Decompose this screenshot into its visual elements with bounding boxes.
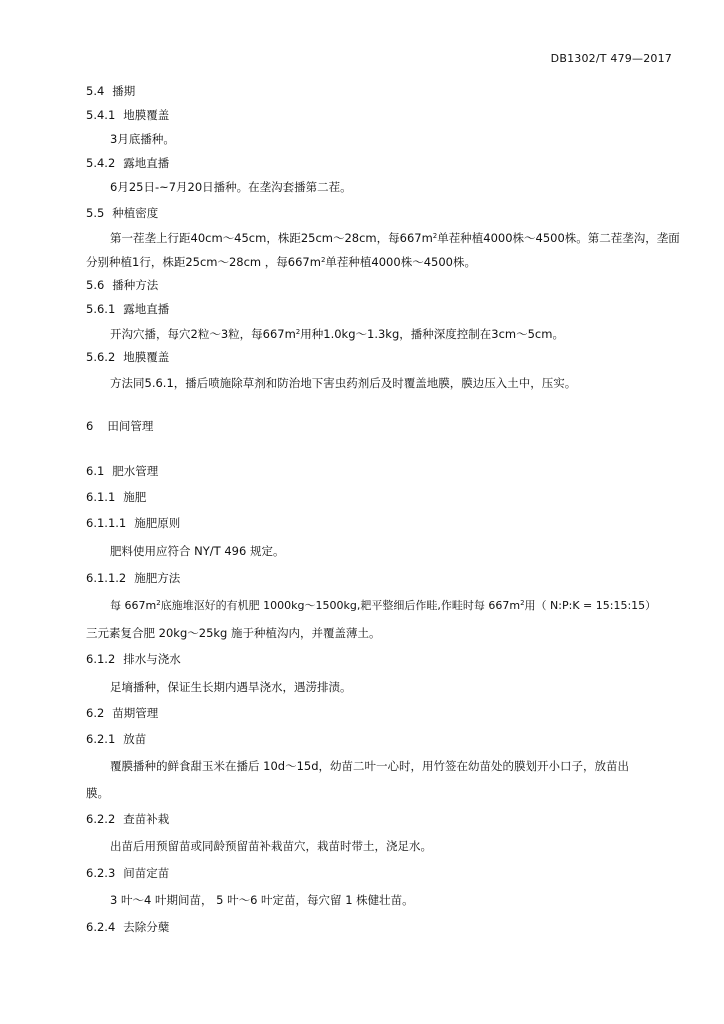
chapter-heading: 6 田间管理 bbox=[86, 419, 154, 433]
paragraph: 3 叶～4 叶期间苗， 5 叶～6 叶定苗，每穴留 1 株健壮苗。 bbox=[110, 893, 414, 907]
section-heading: 6.2 苗期管理 bbox=[86, 706, 159, 720]
paragraph-continuation: 膜。 bbox=[86, 786, 109, 800]
section-heading: 5.6.1 露地直播 bbox=[86, 302, 170, 316]
section-heading: 5.6 播种方法 bbox=[86, 278, 159, 292]
section-heading: 6.2.2 查苗补栽 bbox=[86, 812, 170, 826]
paragraph: 第一茬垄上行距40cm～45cm，株距25cm～28cm，每$667m^2$单茬种植4000株～4500株。第二茬垄沟，垄面 bbox=[110, 231, 680, 245]
section-heading: 6.1.1.2 施肥方法 bbox=[86, 571, 181, 585]
paragraph: 6月25日-~7月20日播种。在垄沟套播第二茬。 bbox=[110, 180, 352, 194]
section-heading: 6.1.2 排水与浇水 bbox=[86, 652, 181, 666]
section-heading: 5.4.1 地膜覆盖 bbox=[86, 108, 170, 122]
paragraph: 出苗后用预留苗或同龄预留苗补栽苗穴，栽苗时带土，浇足水。 bbox=[110, 839, 432, 853]
document-id-header: DB1302/T 479—2017 bbox=[550, 52, 672, 65]
paragraph-continuation: 分别种植1行，株距25cm～28cm ，每$667m^2$单茬种植4000株～4500株。 bbox=[86, 255, 476, 269]
section-heading: 6.1 肥水管理 bbox=[86, 464, 159, 478]
paragraph: 每 $667m^2$底施堆沤好的有机肥 1000kg～1500kg,耙平整细后作畦,作畦时每 $667m^2$用（ N:P:K = 15:15:15） bbox=[110, 599, 657, 612]
section-heading: 5.5 种植密度 bbox=[86, 206, 159, 220]
section-heading: 6.2.1 放苗 bbox=[86, 732, 147, 746]
section-heading: 6.2.4 去除分蘖 bbox=[86, 920, 170, 934]
section-heading: 5.4 播期 bbox=[86, 84, 136, 98]
paragraph: 开沟穴播，每穴2粒～3粒，每$667m^2$用种1.0kg～1.3kg，播种深度控制在3cm～5cm。 bbox=[110, 327, 564, 341]
section-heading: 6.2.3 间苗定苗 bbox=[86, 866, 170, 880]
paragraph: 足墒播种，保证生长期内遇旱浇水，遇涝排渍。 bbox=[110, 680, 352, 694]
section-heading: 5.6.2 地膜覆盖 bbox=[86, 350, 170, 364]
paragraph: 方法同5.6.1，播后喷施除草剂和防治地下害虫药剂后及时覆盖地膜，膜边压入土中，压实。 bbox=[110, 376, 577, 390]
section-heading: 6.1.1.1 施肥原则 bbox=[86, 516, 181, 530]
paragraph: 3月底播种。 bbox=[110, 132, 175, 146]
section-heading: 5.4.2 露地直播 bbox=[86, 156, 170, 170]
paragraph-continuation: 三元素复合肥 20kg～25kg 施于种植沟内，并覆盖薄土。 bbox=[86, 626, 381, 640]
paragraph: 覆膜播种的鲜食甜玉米在播后 10d～15d，幼苗二叶一心时，用竹签在幼苗处的膜划开小口子，放苗出 bbox=[110, 759, 630, 773]
section-heading: 6.1.1 施肥 bbox=[86, 490, 147, 504]
paragraph: 肥料使用应符合 NY/T 496 规定。 bbox=[110, 544, 285, 558]
